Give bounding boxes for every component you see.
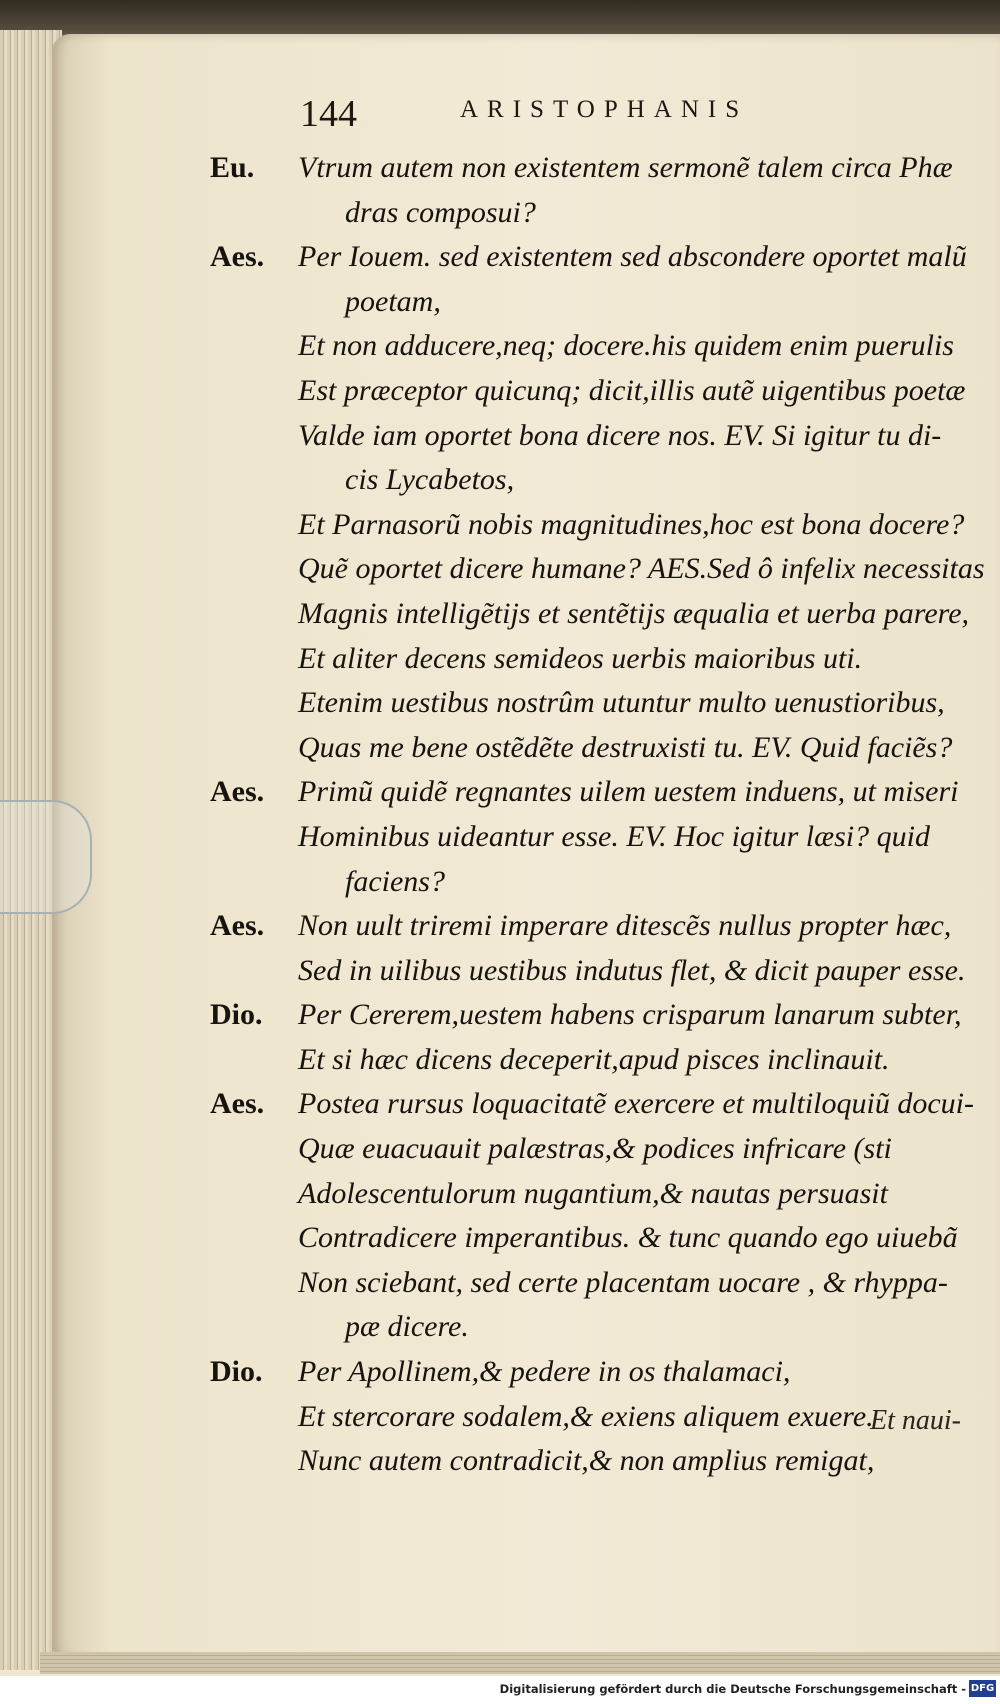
digitization-footer — [0, 1676, 1000, 1704]
verse-text: Est præceptor quicunq; dicit,illis autẽ uigentibus poetæ — [298, 373, 966, 407]
text-line — [200, 770, 990, 815]
verse-text: Primũ quidẽ regnantes uilem uestem induens, ut miseri — [298, 775, 959, 809]
verse-text: poetam, — [345, 284, 441, 318]
verse-text: Et Parnasorũ nobis magnitudines,hoc est bona docere? — [298, 507, 965, 541]
verse-text: Contradicere imperantibus. & tunc quando ego uiuebã — [298, 1221, 958, 1255]
text-line — [200, 993, 990, 1038]
text-line — [200, 414, 990, 459]
text-line — [200, 191, 990, 236]
verse-text: faciens? — [345, 864, 445, 898]
verse-text: Hominibus uideantur esse. EV. Hoc igitur læsi? quid — [298, 819, 930, 853]
text-line — [200, 547, 990, 592]
text-line — [200, 369, 990, 414]
speaker-label: Aes. — [210, 909, 265, 943]
text-line — [200, 815, 990, 860]
verse-text: Magnis intelligẽtijs et sentẽtijs æqualia et uerba parere, — [298, 596, 970, 630]
speaker-label: Aes. — [210, 775, 265, 809]
funding-credit: Digitalisierung gefördert durch die Deutsche Forschungsgemeinschaft - — [499, 1682, 966, 1696]
text-line — [200, 726, 990, 771]
text-line — [200, 1172, 990, 1217]
text-line — [200, 637, 990, 682]
dialogue-text — [200, 146, 990, 1484]
text-line — [200, 681, 990, 726]
verse-text: Sed in uilibus uestibus indutus flet, & dicit pauper esse. — [298, 953, 966, 987]
text-line — [200, 1216, 990, 1261]
verse-text: Etenim uestibus nostrûm utuntur multo uenustioribus, — [298, 686, 945, 720]
speaker-label: Aes. — [210, 240, 265, 274]
verse-text: Quas me bene ostẽdẽte destruxisti tu. EV. Quid faciẽs? — [298, 730, 953, 764]
text-line — [200, 458, 990, 503]
speaker-label: Aes. — [210, 1087, 265, 1121]
text-line — [200, 1127, 990, 1172]
text-line — [200, 1305, 990, 1350]
text-line — [200, 503, 990, 548]
dfg-logo: DFG — [969, 1680, 996, 1697]
text-line — [200, 1350, 990, 1395]
verse-text: Adolescentulorum nugantium,& nautas persuasit — [298, 1176, 888, 1210]
text-line — [200, 1082, 990, 1127]
verse-text: Et aliter decens semideos uerbis maioribus uti. — [298, 641, 863, 675]
running-head: ARISTOPHANIS — [460, 96, 749, 123]
verse-text: Et si hæc dicens deceperit,apud pisces inclinauit. — [298, 1042, 890, 1076]
text-line — [200, 592, 990, 637]
verse-text: dras composui? — [345, 195, 536, 229]
text-line — [200, 146, 990, 191]
book-bottom-edges — [40, 1652, 1000, 1674]
verse-text: Quẽ oportet dicere humane? AES.Sed ô infelix necessitas — [298, 552, 985, 586]
text-line — [200, 904, 990, 949]
verse-text: Valde iam oportet bona dicere nos. EV. Si igitur tu di- — [298, 418, 942, 452]
page-header — [300, 92, 980, 135]
text-line — [200, 860, 990, 905]
verse-text: Postea rursus loquacitatẽ exercere et multiloquiũ docui- — [298, 1087, 974, 1121]
verse-text: Per Apollinem,& pedere in os thalamaci, — [298, 1355, 791, 1389]
text-line — [200, 949, 990, 994]
verse-text: Non sciebant, sed certe placentam uocare , & rhyppa- — [298, 1265, 948, 1299]
text-line — [200, 235, 990, 280]
verse-text: Per Iouem. sed existentem sed abscondere oportet malũ — [298, 240, 967, 274]
text-line — [200, 1439, 990, 1484]
verse-text: Et stercorare sodalem,& exiens aliquem exuere. — [298, 1399, 874, 1433]
text-line — [200, 1038, 990, 1083]
text-line — [200, 324, 990, 369]
verse-text: Quæ euacuauit palæstras,& podices infricare (sti — [298, 1132, 892, 1166]
speaker-label: Dio. — [210, 1355, 263, 1389]
verse-text: Per Cererem,uestem habens crisparum lanarum subter, — [298, 998, 962, 1032]
verse-text: pæ dicere. — [345, 1310, 469, 1344]
page-number: 144 — [300, 93, 357, 135]
text-line — [200, 280, 990, 325]
speaker-label: Dio. — [210, 998, 263, 1032]
text-line — [200, 1261, 990, 1306]
verse-text: Nunc autem contradicit,& non amplius remigat, — [298, 1444, 875, 1478]
page-clip — [0, 800, 92, 914]
verse-text: Vtrum autem non existentem sermonẽ talem circa Phæ — [298, 151, 953, 184]
speaker-label: Eu. — [210, 151, 255, 184]
catchword: Et naui- — [870, 1405, 961, 1436]
verse-text: cis Lycabetos, — [345, 463, 515, 497]
verse-text: Et non adducere,neq; docere.his quidem enim puerulis — [298, 329, 954, 363]
verse-text: Non uult triremi imperare ditescẽs nullus propter hæc, — [298, 909, 952, 943]
